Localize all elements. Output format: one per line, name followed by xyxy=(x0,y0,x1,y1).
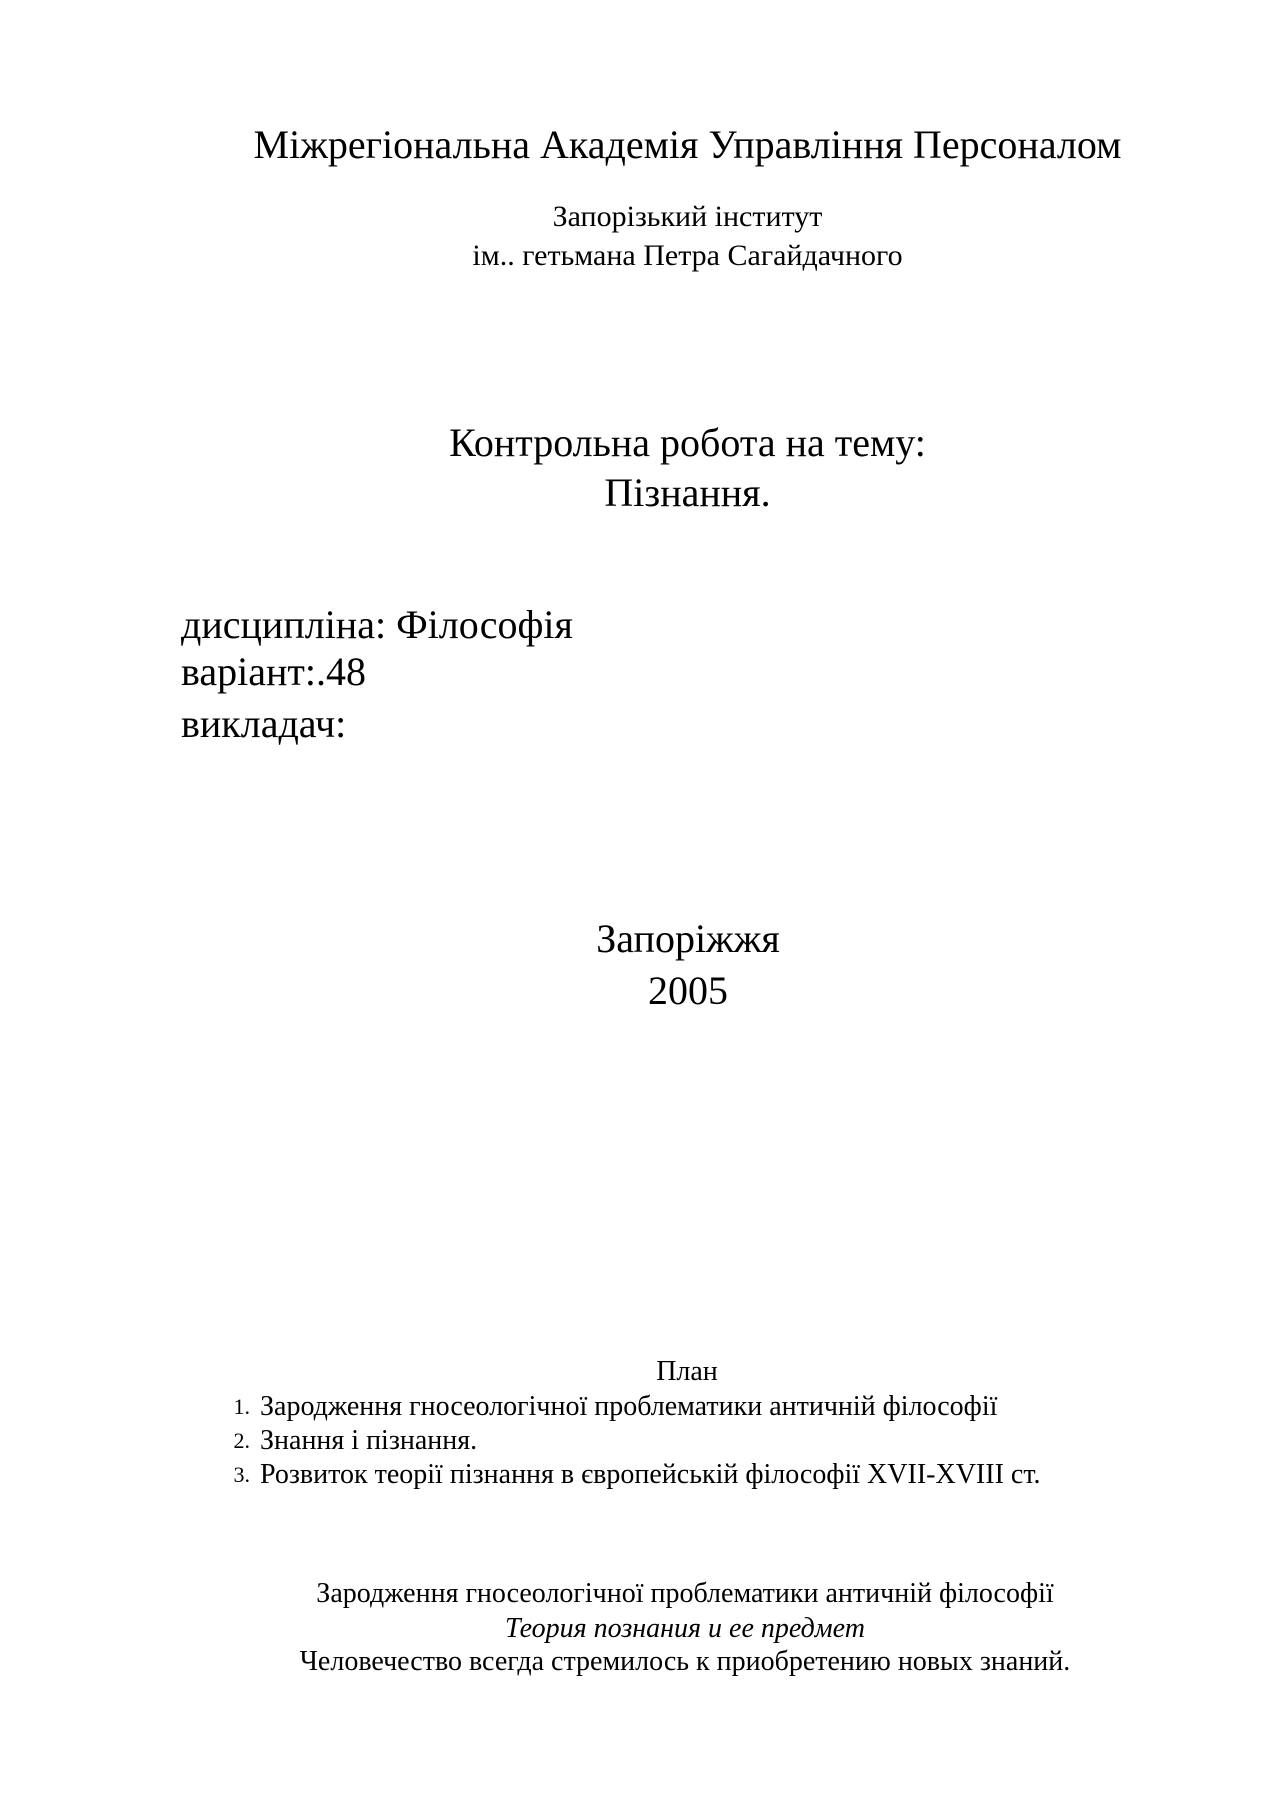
plan-title: План xyxy=(656,1356,718,1387)
work-topic: Пізнання. xyxy=(604,470,771,515)
institute-name: Запорізький інститут xyxy=(552,200,823,233)
plan-item-number: 2. xyxy=(233,1428,250,1453)
plan-item-number: 1. xyxy=(233,1394,250,1419)
section-heading: Зародження гносеологічної проблематики античній філософії xyxy=(316,1578,1054,1609)
plan-item xyxy=(220,1458,1220,1492)
plan-item xyxy=(220,1424,1220,1458)
plan-item-number: 3. xyxy=(233,1462,250,1487)
variant-line: варіант:.48 xyxy=(181,649,366,694)
plan-item-text: Зародження гносеологічної проблематики античній філософії xyxy=(260,1391,998,1422)
plan-item xyxy=(220,1390,1220,1424)
section-subheading: Теория познания и ее предмет xyxy=(505,1613,865,1644)
teacher-line: викладач: xyxy=(181,701,347,746)
discipline-line: дисципліна: Філософія xyxy=(181,602,573,647)
academy-title: Міжрегіональна Академія Управління Персоналом xyxy=(253,122,1122,167)
plan-item-text: Знання і пізнання. xyxy=(260,1425,478,1456)
plan-item-text: Розвиток теорії пізнання в європейській філософії XVII-XVIII ст. xyxy=(260,1459,1041,1490)
institute-namesake: ім.. гетьмана Петра Сагайдачного xyxy=(472,239,903,272)
section-text: Человечество всегда стремилось к приобретению новых знаний. xyxy=(299,1646,1071,1677)
year: 2005 xyxy=(648,968,728,1013)
city: Запоріжжя xyxy=(596,916,780,961)
work-type: Контрольна робота на тему: xyxy=(449,420,926,465)
